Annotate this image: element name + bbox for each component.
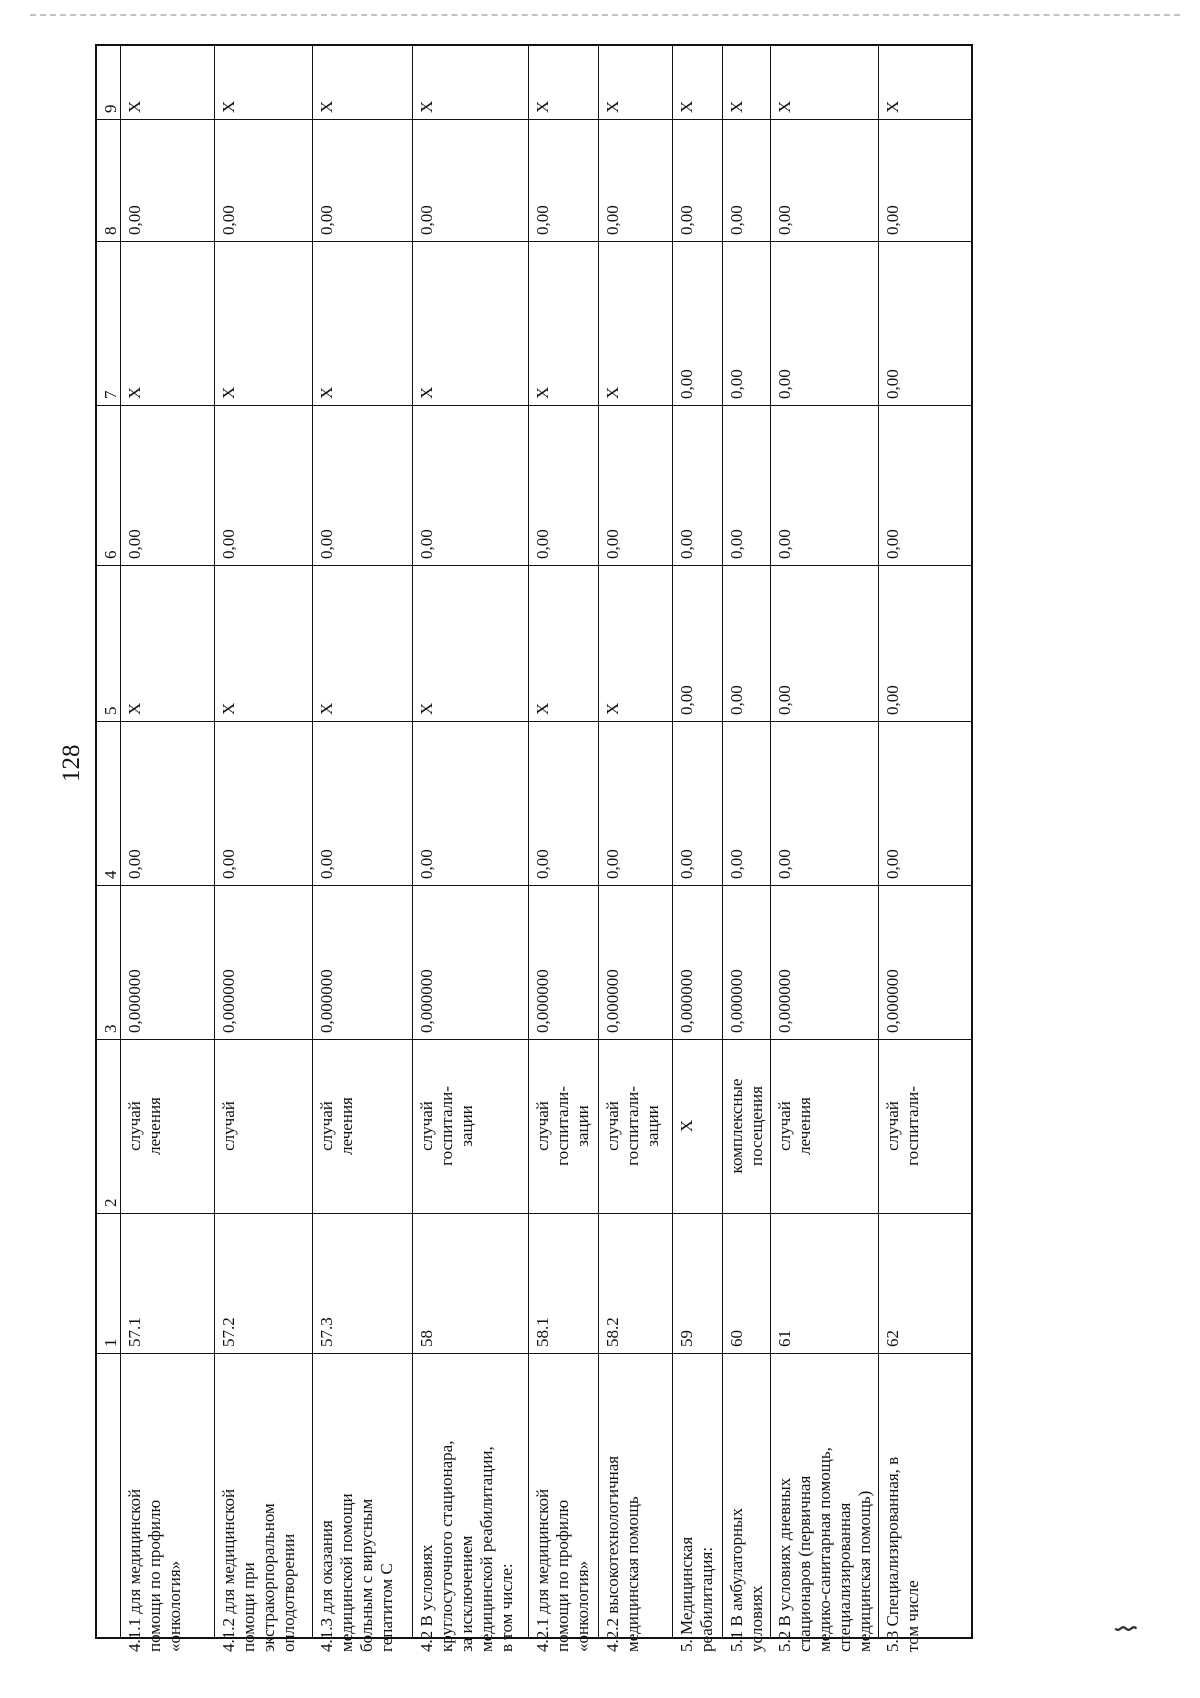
table-cell — [771, 1354, 878, 1658]
header-cell — [97, 1040, 120, 1214]
cell-text: 0,00 — [775, 849, 794, 879]
header-cell — [97, 46, 120, 120]
table-row — [121, 46, 215, 1652]
cell-text: 58.2 — [603, 1317, 622, 1347]
table-cell — [413, 406, 528, 566]
cell-text: 0,000000 — [219, 969, 238, 1033]
table-cell — [413, 1214, 528, 1354]
cell-text: X — [533, 100, 552, 113]
header-cell — [97, 1354, 120, 1658]
cell-text: 58 — [417, 1330, 436, 1347]
table-cell — [673, 886, 722, 1040]
cell-text: X — [533, 702, 552, 715]
cell-text: 0,000000 — [775, 969, 794, 1033]
table-cell — [313, 886, 412, 1040]
table-cell — [313, 242, 412, 406]
header-cell — [97, 886, 120, 1040]
table-cell — [771, 886, 878, 1040]
cell-text: 0,00 — [125, 849, 144, 879]
table-cell — [313, 120, 412, 242]
table-cell — [529, 1040, 598, 1214]
table-cell — [599, 1040, 672, 1214]
cell-text: X — [677, 1119, 696, 1133]
cell-text: 4.2.2 высокотехнологичная медицинская помощь — [603, 1455, 642, 1652]
table-cell — [413, 242, 528, 406]
cell-text: 0,00 — [775, 529, 794, 559]
table-cell — [879, 1354, 973, 1658]
cell-text: 0,000000 — [727, 969, 746, 1033]
table-cell — [599, 886, 672, 1040]
cell-text: X — [317, 702, 336, 715]
table-cell — [771, 406, 878, 566]
table-cell — [673, 406, 722, 566]
cell-text: 57.2 — [219, 1317, 238, 1347]
cell-text: 0,00 — [219, 529, 238, 559]
header-text: 8 — [101, 226, 120, 235]
cell-text: 5.3 Специализированная, в том числе — [883, 1456, 922, 1652]
cell-text: 0,00 — [125, 529, 144, 559]
cell-text: случай госпитали- зации — [533, 1086, 592, 1166]
table-cell — [673, 1354, 722, 1658]
cell-text: 0,00 — [603, 849, 622, 879]
cell-text: X — [417, 100, 436, 113]
cell-text: 0,00 — [727, 369, 746, 399]
cell-text: случай госпитали- — [883, 1086, 922, 1166]
table-cell — [723, 566, 770, 722]
cell-text: 5. Медицинская реабилитация: — [677, 1536, 716, 1652]
header-text: 1 — [101, 1338, 120, 1347]
table-cell — [599, 46, 672, 120]
cell-text: X — [219, 702, 238, 715]
table-cell — [121, 120, 214, 242]
cell-text: 0,000000 — [883, 969, 902, 1033]
table-cell — [529, 1354, 598, 1658]
table-cell — [673, 722, 722, 886]
table-row — [771, 46, 879, 1652]
cell-text: 4.1.2 для медицинской помощи при экстракорпоральном оплодотворении — [219, 1488, 298, 1652]
cell-text: 0,00 — [883, 685, 902, 715]
table-cell — [121, 46, 214, 120]
header-text: 2 — [101, 1198, 120, 1207]
cell-text: 0,00 — [417, 205, 436, 235]
table-cell — [879, 1040, 973, 1214]
table-row — [673, 46, 723, 1652]
cell-text: 5.1 В амбулаторных условиях — [727, 1508, 766, 1652]
cell-text: комплексные посещения — [727, 1078, 766, 1174]
margin-mark: ⌇ — [1110, 1621, 1144, 1636]
header-text: 7 — [101, 390, 120, 399]
cell-text: 0,000000 — [125, 969, 144, 1033]
cell-text: 0,00 — [727, 685, 746, 715]
cell-text: 0,00 — [677, 685, 696, 715]
table-cell — [599, 722, 672, 886]
table-cell — [121, 406, 214, 566]
cell-text: случай лечения — [317, 1097, 356, 1155]
cell-text: 5.2 В условиях дневных стационаров (первичная медико-санитарная помощь, специализированная медицинская помощь) — [775, 1447, 874, 1652]
cell-text: 0,00 — [677, 205, 696, 235]
cell-text: X — [125, 702, 144, 715]
cell-text: 0,00 — [219, 205, 238, 235]
table-cell — [529, 566, 598, 722]
table-cell — [673, 1040, 722, 1214]
cell-text: 0,00 — [603, 205, 622, 235]
cell-text: 0,00 — [317, 529, 336, 559]
table-cell — [599, 242, 672, 406]
table-cell — [215, 1214, 312, 1354]
header-cell — [97, 120, 120, 242]
cell-text: 0,00 — [317, 205, 336, 235]
table-cell — [121, 1354, 214, 1658]
header-text: 3 — [101, 1024, 120, 1033]
table-cell — [529, 1214, 598, 1354]
cell-text: X — [125, 386, 144, 399]
header-cell — [97, 566, 120, 722]
table-cell — [215, 722, 312, 886]
cell-text: X — [417, 702, 436, 715]
cell-text: 0,00 — [727, 205, 746, 235]
cell-text: 57.3 — [317, 1317, 336, 1347]
cell-text: X — [677, 100, 696, 113]
table-cell — [673, 120, 722, 242]
header-cell — [97, 1214, 120, 1354]
table-row — [529, 46, 599, 1652]
table-row — [413, 46, 529, 1652]
cell-text: 0,000000 — [677, 969, 696, 1033]
table-cell — [121, 242, 214, 406]
cell-text: 0,00 — [883, 369, 902, 399]
cell-text: X — [603, 702, 622, 715]
table-cell — [723, 1040, 770, 1214]
table-cell — [723, 1354, 770, 1658]
cell-text: случай — [219, 1101, 238, 1151]
table-cell — [121, 1040, 214, 1214]
header-text: 9 — [101, 104, 120, 113]
table-cell — [121, 722, 214, 886]
table-cell — [215, 46, 312, 120]
cell-text: 58.1 — [533, 1317, 552, 1347]
table-row — [313, 46, 413, 1652]
cell-text: 0,000000 — [603, 969, 622, 1033]
table-cell — [771, 120, 878, 242]
table-cell — [529, 46, 598, 120]
cell-text: 0,00 — [603, 529, 622, 559]
cell-text: 0,00 — [727, 529, 746, 559]
cell-text: X — [125, 100, 144, 113]
cell-text: 4.1.3 для оказания медицинской помощи больным с вирусным гепатитом С — [317, 1493, 396, 1652]
table-cell — [529, 406, 598, 566]
cell-text: 0,00 — [727, 849, 746, 879]
cell-text: 0,00 — [883, 849, 902, 879]
cell-text: 0,00 — [775, 205, 794, 235]
cell-text: 0,00 — [677, 369, 696, 399]
cell-text: 0,00 — [883, 529, 902, 559]
table-cell — [771, 46, 878, 120]
table-cell — [879, 886, 973, 1040]
table-cell — [529, 242, 598, 406]
table-cell — [723, 242, 770, 406]
cell-text: X — [727, 100, 746, 113]
cell-text: 0,00 — [533, 205, 552, 235]
table-cell — [313, 46, 412, 120]
table-cell — [599, 1214, 672, 1354]
table-cell — [879, 566, 973, 722]
table-cell — [413, 566, 528, 722]
table-row — [879, 46, 973, 1652]
cell-text: 62 — [883, 1330, 902, 1347]
cell-text: X — [603, 386, 622, 399]
header-cell — [97, 242, 120, 406]
table-row — [599, 46, 673, 1652]
table-cell — [771, 1214, 878, 1354]
cell-text: X — [317, 386, 336, 399]
cell-text: 0,00 — [677, 529, 696, 559]
table-cell — [723, 46, 770, 120]
cell-text: 0,00 — [125, 205, 144, 235]
table-cell — [723, 1214, 770, 1354]
cell-text: 0,00 — [219, 849, 238, 879]
table-cell — [313, 566, 412, 722]
table-cell — [673, 1214, 722, 1354]
table-cell — [215, 1354, 312, 1658]
cell-text: 0,00 — [317, 849, 336, 879]
header-text: 6 — [101, 550, 120, 559]
cell-text: случай госпитали- зации — [417, 1086, 476, 1166]
table-cell — [529, 722, 598, 886]
table-cell — [599, 1354, 672, 1658]
table-cell — [413, 1354, 528, 1658]
table-cell — [215, 1040, 312, 1214]
table-cell — [723, 406, 770, 566]
table-cell — [673, 566, 722, 722]
cell-text: 4.1.1 для медицинской помощи по профилю «онкология» — [125, 1488, 184, 1652]
cell-text: 0,000000 — [317, 969, 336, 1033]
table-cell — [723, 120, 770, 242]
cell-text: случай лечения — [775, 1097, 814, 1155]
cell-text: X — [883, 100, 902, 113]
cell-text: 4.2.1 для медицинской помощи по профилю «онкология» — [533, 1488, 592, 1652]
cell-text: X — [417, 386, 436, 399]
cell-text: 0,00 — [533, 849, 552, 879]
cell-text: X — [603, 100, 622, 113]
cell-text: 59 — [677, 1330, 696, 1347]
table-cell — [599, 406, 672, 566]
cell-text: 61 — [775, 1330, 794, 1347]
table-cell — [215, 566, 312, 722]
table-cell — [313, 1354, 412, 1658]
table-row — [723, 46, 771, 1652]
table-cell — [413, 886, 528, 1040]
cell-text: 4.2 В условиях круглосуточного стационара, за исключением медицинской реабилитации, в том числе: — [417, 1440, 516, 1652]
table-cell — [771, 722, 878, 886]
cell-text: 0,000000 — [417, 969, 436, 1033]
table-cell — [121, 1214, 214, 1354]
cell-text: 0,00 — [775, 369, 794, 399]
table-cell — [771, 1040, 878, 1214]
table-cell — [413, 722, 528, 886]
cell-text: X — [219, 386, 238, 399]
table-cell — [879, 406, 973, 566]
cell-text: 0,00 — [883, 205, 902, 235]
cell-text: 0,00 — [533, 529, 552, 559]
table-cell — [879, 1214, 973, 1354]
table-cell — [673, 46, 722, 120]
table-cell — [215, 242, 312, 406]
cell-text: 0,00 — [417, 849, 436, 879]
cell-text: 0,00 — [417, 529, 436, 559]
header-cell — [97, 722, 120, 886]
header-text: 5 — [101, 706, 120, 715]
table-cell — [879, 242, 973, 406]
table-cell — [121, 886, 214, 1040]
cell-text: X — [317, 100, 336, 113]
table-cell — [413, 120, 528, 242]
page-number: 128 — [58, 744, 85, 782]
table-cell — [771, 566, 878, 722]
table-row — [215, 46, 313, 1652]
cell-text: 0,00 — [677, 849, 696, 879]
table-cell — [313, 1214, 412, 1354]
table-cell — [313, 1040, 412, 1214]
table-cell — [121, 566, 214, 722]
cell-text: X — [775, 100, 794, 113]
cell-text: случай госпитали- зации — [603, 1086, 662, 1166]
table-cell — [723, 886, 770, 1040]
table-cell — [879, 120, 973, 242]
table-header-row — [97, 46, 121, 1637]
cell-text: случай лечения — [125, 1097, 164, 1155]
table-cell — [313, 722, 412, 886]
header-cell — [97, 406, 120, 566]
table-cell — [215, 120, 312, 242]
table-cell — [413, 46, 528, 120]
cell-text: 57.1 — [125, 1317, 144, 1347]
table-cell — [529, 886, 598, 1040]
data-table — [95, 44, 973, 1652]
table-cell — [879, 722, 973, 886]
header-text: 4 — [101, 870, 120, 879]
scan-edge-artifact — [30, 14, 1180, 16]
table-cell — [215, 406, 312, 566]
cell-text: X — [533, 386, 552, 399]
table-cell — [771, 242, 878, 406]
table-cell — [723, 722, 770, 886]
cell-text: X — [219, 100, 238, 113]
table-cell — [529, 120, 598, 242]
table-cell — [215, 886, 312, 1040]
table-cell — [413, 1040, 528, 1214]
cell-text: 60 — [727, 1330, 746, 1347]
table-cell — [673, 242, 722, 406]
table-cell — [599, 120, 672, 242]
table-cell — [313, 406, 412, 566]
table-cell — [599, 566, 672, 722]
cell-text: 0,00 — [775, 685, 794, 715]
table-cell — [879, 46, 973, 120]
cell-text: 0,000000 — [533, 969, 552, 1033]
